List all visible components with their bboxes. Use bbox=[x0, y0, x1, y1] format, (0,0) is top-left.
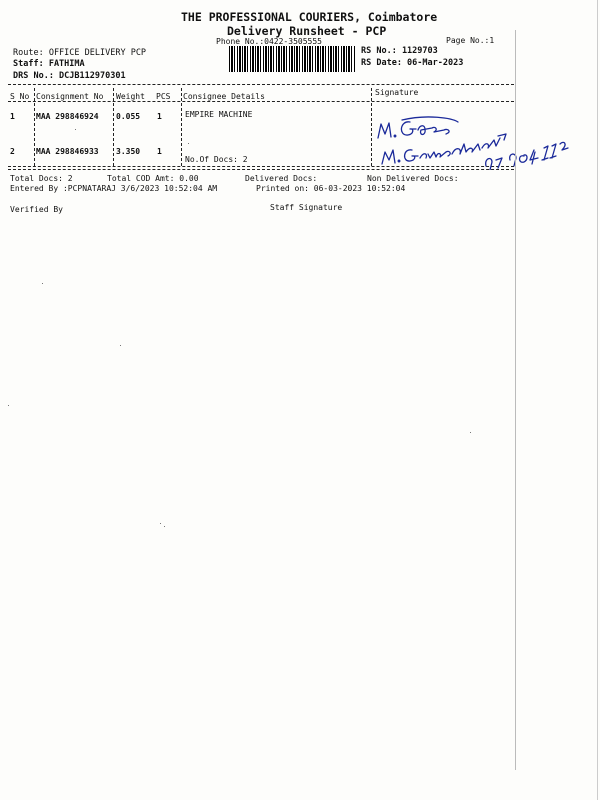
column-divider bbox=[113, 88, 114, 166]
verified-by: Verified By bbox=[10, 205, 63, 214]
scan-speck bbox=[164, 526, 165, 527]
scan-speck bbox=[42, 283, 43, 284]
header-signature: Signature bbox=[375, 88, 419, 97]
table-header-rule bbox=[8, 101, 514, 102]
scan-speck bbox=[120, 345, 121, 346]
column-divider bbox=[34, 88, 35, 166]
delivered-docs: Delivered Docs: bbox=[245, 174, 318, 183]
scan-speck bbox=[75, 129, 76, 130]
scan-speck bbox=[160, 523, 161, 524]
row-consignment-no: MAA 298846924 bbox=[36, 112, 99, 121]
page-number: Page No.:1 bbox=[446, 36, 495, 45]
route-label: Route: OFFICE DELIVERY PCP bbox=[13, 48, 147, 58]
scan-edge-line bbox=[597, 0, 598, 800]
scan-speck bbox=[188, 143, 189, 144]
row-consignee: EMPIRE MACHINE bbox=[185, 110, 253, 119]
row-pcs: 1 bbox=[157, 112, 162, 121]
row-consignment-no: MAA 298846933 bbox=[36, 147, 99, 156]
row-weight: 0.055 bbox=[116, 112, 141, 121]
scan-speck bbox=[8, 405, 9, 406]
total-docs: Total Docs: 2 bbox=[10, 174, 73, 183]
scan-edge-line bbox=[515, 30, 516, 770]
rs-date: RS Date: 06-Mar-2023 bbox=[361, 58, 464, 68]
staff-signature: Staff Signature bbox=[270, 203, 343, 212]
staff-label: Staff: FATHIMA bbox=[13, 59, 85, 69]
company-title: THE PROFESSIONAL COURIERS, Coimbatore bbox=[181, 10, 438, 24]
scan-speck bbox=[470, 432, 471, 433]
barcode-icon bbox=[229, 46, 355, 72]
row-sno: 1 bbox=[10, 112, 15, 121]
handwritten-signature bbox=[372, 108, 572, 170]
drs-number: DRS No.: DCJB112970301 bbox=[13, 71, 126, 81]
header-consignee-details: Consignee Details bbox=[183, 92, 265, 101]
row-sno: 2 bbox=[10, 147, 15, 156]
header-consignment: Consignment No bbox=[36, 92, 104, 101]
row-pcs: 1 bbox=[157, 147, 162, 156]
non-delivered-docs: Non Delivered Docs: bbox=[367, 174, 459, 183]
phone-number: Phone No.:0422-3505555 bbox=[216, 37, 322, 46]
rs-number: RS No.: 1129703 bbox=[361, 46, 438, 56]
column-divider bbox=[181, 88, 182, 166]
runsheet-title: Delivery Runsheet - PCP bbox=[227, 24, 387, 38]
total-cod-amount: Total COD Amt: 0.00 bbox=[107, 174, 199, 183]
header-pcs: PCS bbox=[156, 92, 171, 101]
row-weight: 3.350 bbox=[116, 147, 141, 156]
table-top-rule bbox=[8, 84, 514, 85]
entered-by: Entered By :PCPNATARAJ 3/6/2023 10:52:04 AM bbox=[10, 184, 218, 193]
header-weight: Weight bbox=[116, 92, 145, 101]
row-docs-count: No.Of Docs: 2 bbox=[185, 155, 248, 164]
header-sno: S No bbox=[10, 92, 30, 101]
printed-on: Printed on: 06-03-2023 10:52:04 bbox=[256, 184, 406, 193]
